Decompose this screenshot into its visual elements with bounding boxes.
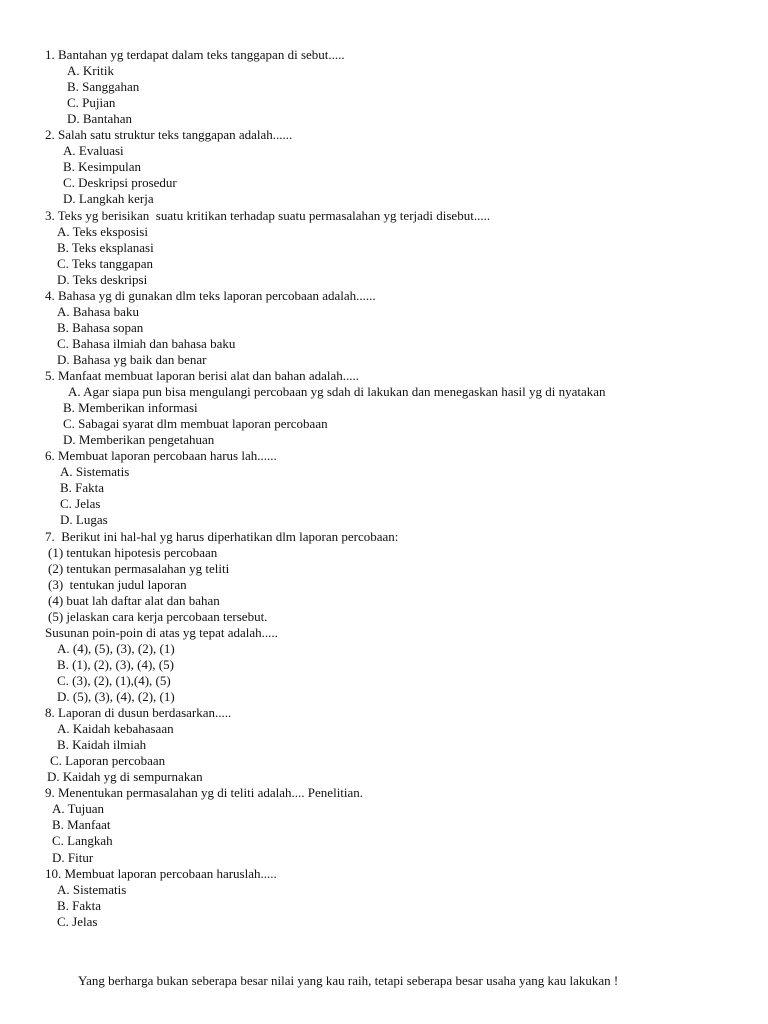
answer-option: A. Kaidah kebahasaan bbox=[57, 721, 174, 736]
answer-option: B. Sanggahan bbox=[67, 79, 140, 94]
question-text: 5. Manfaat membuat laporan berisi alat dan bahan adalah..... bbox=[45, 368, 360, 383]
statement-item: (2) tentukan permasalahan yg teliti bbox=[48, 561, 230, 576]
answer-option: C. Laporan percobaan bbox=[50, 753, 166, 768]
statement-item: (3) tentukan judul laporan bbox=[48, 577, 187, 592]
answer-option: C. (3), (2), (1),(4), (5) bbox=[57, 673, 171, 688]
question-text: 3. Teks yg berisikan suatu kritikan terhadap suatu permasalahan yg terjadi disebut..... bbox=[45, 208, 491, 223]
answer-option: D. Lugas bbox=[60, 512, 108, 527]
answer-option: B. (1), (2), (3), (4), (5) bbox=[57, 657, 174, 672]
question-text: 4. Bahasa yg di gunakan dlm teks laporan percobaan adalah...... bbox=[45, 288, 376, 303]
answer-option: D. Bahasa yg baik dan benar bbox=[57, 352, 207, 367]
question-text: 8. Laporan di dusun berdasarkan..... bbox=[45, 705, 232, 720]
answer-option: B. Memberikan informasi bbox=[63, 400, 198, 415]
question-text: 6. Membuat laporan percobaan harus lah...... bbox=[45, 448, 277, 463]
answer-option: A. Evaluasi bbox=[63, 143, 124, 158]
text-line: Susunan poin-poin di atas yg tepat adalah..... bbox=[45, 625, 278, 640]
answer-option: D. (5), (3), (4), (2), (1) bbox=[57, 689, 175, 704]
answer-option: A. Teks eksposisi bbox=[57, 224, 148, 239]
answer-option: D. Langkah kerja bbox=[63, 191, 154, 206]
answer-option: C. Bahasa ilmiah dan bahasa baku bbox=[57, 336, 236, 351]
answer-option: C. Teks tanggapan bbox=[57, 256, 153, 271]
question-text: 7. Berikut ini hal-hal yg harus diperhatikan dlm laporan percobaan: bbox=[45, 529, 399, 544]
answer-option: D. Fitur bbox=[52, 850, 94, 865]
question-text: 10. Membuat laporan percobaan haruslah..... bbox=[45, 866, 277, 881]
footer-quote: Yang berharga bukan seberapa besar nilai yang kau raih, tetapi seberapa besar usaha yang kau lakukan ! bbox=[78, 973, 619, 988]
answer-option: B. Manfaat bbox=[52, 817, 111, 832]
answer-option: A. Bahasa baku bbox=[57, 304, 139, 319]
answer-option: C. Pujian bbox=[67, 95, 116, 110]
answer-option: B. Kaidah ilmiah bbox=[57, 737, 147, 752]
answer-option: A. Agar siapa pun bisa mengulangi percobaan yg sdah di lakukan dan menegaskan hasil yg di nyatakan bbox=[68, 384, 606, 399]
answer-option: C. Jelas bbox=[60, 496, 101, 511]
answer-option: C. Langkah bbox=[52, 833, 113, 848]
answer-option: C. Sabagai syarat dlm membuat laporan percobaan bbox=[63, 416, 328, 431]
answer-option: B. Teks eksplanasi bbox=[57, 240, 154, 255]
answer-option: B. Fakta bbox=[57, 898, 102, 913]
answer-option: B. Bahasa sopan bbox=[57, 320, 144, 335]
answer-option: B. Fakta bbox=[60, 480, 105, 495]
statement-item: (5) jelaskan cara kerja percobaan tersebut. bbox=[48, 609, 268, 624]
answer-option: C. Jelas bbox=[57, 914, 98, 929]
answer-option: D. Teks deskripsi bbox=[57, 272, 148, 287]
answer-option: A. (4), (5), (3), (2), (1) bbox=[57, 641, 175, 656]
question-text: 1. Bantahan yg terdapat dalam teks tanggapan di sebut..... bbox=[45, 47, 345, 62]
statement-item: (4) buat lah daftar alat dan bahan bbox=[48, 593, 220, 608]
question-text: 2. Salah satu struktur teks tanggapan adalah...... bbox=[45, 127, 293, 142]
answer-option: A. Kritik bbox=[67, 63, 114, 78]
answer-option: D. Memberikan pengetahuan bbox=[63, 432, 215, 447]
question-text: 9. Menentukan permasalahan yg di teliti adalah.... Penelitian. bbox=[45, 785, 364, 800]
statement-item: (1) tentukan hipotesis percobaan bbox=[48, 545, 218, 560]
answer-option: B. Kesimpulan bbox=[63, 159, 141, 174]
answer-option: D. Bantahan bbox=[67, 111, 132, 126]
answer-option: A. Sistematis bbox=[60, 464, 130, 479]
answer-option: D. Kaidah yg di sempurnakan bbox=[47, 769, 203, 784]
answer-option: A. Sistematis bbox=[57, 882, 127, 897]
answer-option: A. Tujuan bbox=[52, 801, 105, 816]
answer-option: C. Deskripsi prosedur bbox=[63, 175, 177, 190]
